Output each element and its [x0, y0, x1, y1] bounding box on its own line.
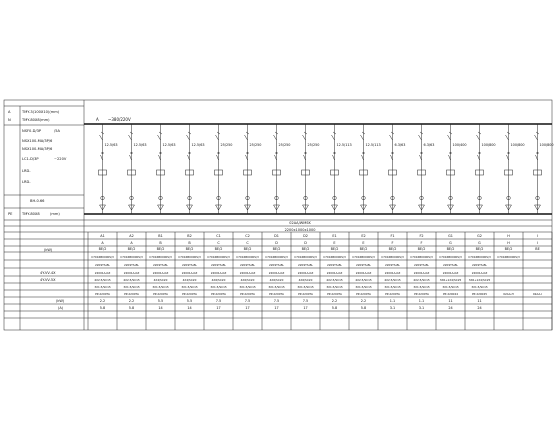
feeder-ctrl-code: C7016B0000S/3 — [265, 255, 288, 259]
feeder-current-a: 14 — [158, 306, 163, 310]
feeder-tag: PP-220024 — [443, 292, 458, 296]
feeder-power-kw: 5.5 — [157, 299, 164, 303]
feeder-ctrl-code: C7016B0000S/3 — [439, 255, 462, 259]
rated-kw-label: (kW) — [44, 248, 53, 252]
breaker-rating: 25/250 — [307, 143, 320, 147]
feeder-tag: PP-220025 — [472, 292, 487, 296]
breaker-rating: 12.5/63 — [162, 143, 176, 147]
feeder-phase: D — [275, 241, 278, 245]
feeder-cable: 4X4/SC20 — [182, 278, 197, 282]
feeder-phase: C — [246, 241, 249, 245]
feeder-cable-2: 3X1.5/SC15 — [297, 285, 314, 289]
feeder-code-2: 2209TS-BL — [298, 263, 313, 267]
feeder-cable: 4X6/SC20 — [211, 278, 226, 282]
contactor-switch — [391, 155, 393, 160]
feeder-code-2: 2209TS-BL — [240, 263, 255, 267]
feeder-id: F1 — [390, 234, 395, 238]
breaker-rating: 12.5/63 — [191, 143, 205, 147]
feeder-current-a: 5.8 — [128, 306, 135, 310]
feeder-power-kw: 1.1 — [389, 299, 396, 303]
pe-unit-label: (mm) — [50, 212, 60, 216]
feeder-code-3: 22001A-KZ — [268, 271, 285, 275]
contactor-switch — [478, 155, 480, 160]
feeder-phase: F — [391, 241, 394, 245]
feeder-cable: 4X2.5/SC15 — [355, 278, 372, 282]
feeder-phase: A — [130, 241, 133, 245]
feeder-cable: 4X6/SC20 — [269, 278, 284, 282]
feeder-cable: 3X6+1X4/SC25 — [439, 278, 462, 282]
feeder-phase: G — [478, 241, 481, 245]
feeder-ratio: BE/2 — [359, 247, 368, 251]
feeder-current-a: 24 — [477, 306, 482, 310]
feeder-ratio: BE — [535, 247, 540, 251]
feeder-cable-2: 3X1.5/SC15 — [355, 285, 372, 289]
feeder-ratio: BE/2 — [127, 247, 136, 251]
feeder-current-a: 3.1 — [389, 306, 396, 310]
feeder-phase: A — [101, 241, 104, 245]
breaker-rating: 100/800 — [481, 143, 496, 147]
feeder-ctrl-code: C7016B0000S/3 — [323, 255, 346, 259]
panel-number: 02AA/WMSK — [289, 221, 311, 225]
feeder-code-2: 2209TS-BL — [472, 263, 487, 267]
feeder-ctrl-code: C7016B0000S/3 — [149, 255, 172, 259]
feeder-tag: PP-2200TA — [124, 292, 139, 296]
feeder-cable-2: 3X1.5/SC15 — [94, 285, 111, 289]
feeder-tag: PP-2200TA — [211, 292, 226, 296]
feeder-id: C2 — [245, 234, 250, 238]
feeder-ctrl-code: C7016B0000S/3 — [178, 255, 201, 259]
feeder-ratio: BE/2 — [388, 247, 397, 251]
feeder-cable-2: 3X1.5/SC15 — [442, 285, 459, 289]
breaker-switch — [506, 135, 509, 140]
feeder-ratio: BE/2 — [301, 247, 310, 251]
busbar-phase-label: A — [96, 117, 99, 122]
protect-1-label: NSF0-D/3P — [22, 129, 42, 133]
feeder-id: D1 — [274, 234, 279, 238]
feeder-ratio: BE/2 — [243, 247, 252, 251]
feeder-power-kw: 2.2 — [331, 299, 338, 303]
feeder-cable-2: 3X1.5/SC15 — [326, 285, 343, 289]
feeder-ratio: BE/2 — [475, 247, 484, 251]
feeder-power-kw: 11 — [477, 299, 482, 303]
feeder-id: H — [507, 234, 510, 238]
feeder-cable-2: 3X1.5/SC15 — [123, 285, 140, 289]
feeder-cable: 4X2.5/SC15 — [94, 278, 111, 282]
ct-label: BH-0.66 — [30, 199, 45, 203]
feeder-phase: G — [449, 241, 452, 245]
feeder-ctrl-code: C7016B0000S/3 — [381, 255, 404, 259]
panel-dimensions: 2200x1000x1000 — [284, 228, 316, 232]
feeder-tag: PP-2200TA — [269, 292, 284, 296]
contactor-switch — [101, 155, 103, 160]
feeder-code-3: 22001A-KZ — [413, 271, 430, 275]
breaker-switch — [332, 135, 335, 140]
feeder-id: A2 — [129, 234, 134, 238]
breaker-switch — [477, 135, 480, 140]
feeder-cable-2: 3X1.5/SC15 — [384, 285, 401, 289]
feeder-tag: PP-2200TA — [356, 292, 371, 296]
breaker-rating: 100/800 — [510, 143, 525, 147]
feeder-ctrl-code: C7016B0000S/3 — [497, 255, 520, 259]
protect-4-label: LC1-D/3P — [22, 157, 39, 161]
feeder-code-3: 22001A-KZ — [442, 271, 459, 275]
feeder-code-2: 2209TS-BL — [327, 263, 342, 267]
contactor-switch — [507, 155, 509, 160]
feeder-code-3: 22001A-KZ — [210, 271, 227, 275]
breaker-switch — [187, 135, 190, 140]
feeder-cable: 4X2.5/SC15 — [123, 278, 140, 282]
feeder-ratio: BE/2 — [417, 247, 426, 251]
breaker-switch — [158, 135, 161, 140]
busbar-a-code: A — [8, 110, 11, 114]
breaker-rating: 6.3/63 — [394, 143, 406, 147]
feeder-power-kw: 7.5 — [244, 299, 251, 303]
feeder-phase: B — [159, 241, 162, 245]
contactor-switch — [536, 155, 538, 160]
contactor-switch — [217, 155, 219, 160]
feeder-current-a: 17 — [274, 306, 279, 310]
breaker-switch — [274, 135, 277, 140]
feeder-id: G2 — [477, 234, 482, 238]
feeder-tag: PP-2200TA — [327, 292, 342, 296]
cable-b-label: 4Y-VV-5X — [40, 278, 56, 282]
feeder-current-a: 17 — [216, 306, 221, 310]
contactor-switch — [362, 155, 364, 160]
feeder-tag: PP-2200TA — [298, 292, 313, 296]
feeder-cable-2: 3X1.5/SC15 — [268, 285, 285, 289]
breaker-rating: 12.5/63 — [133, 143, 147, 147]
contactor-switch — [275, 155, 277, 160]
feeder-tag: PP-2200TA — [153, 292, 168, 296]
feeder-code-2: 2209TS-BL — [153, 263, 168, 267]
feeder-code-3: 22001A-KZ — [297, 271, 314, 275]
breaker-rating: 25/250 — [220, 143, 233, 147]
feeder-cable: 4X4/SC20 — [153, 278, 168, 282]
feeder-ratio: BE/2 — [330, 247, 339, 251]
feeder-ctrl-code: C7016B0000S/3 — [120, 255, 143, 259]
feeder-id: D2 — [303, 234, 308, 238]
feeder-id: C1 — [216, 234, 221, 238]
feeder-ratio: BE/2 — [156, 247, 165, 251]
breaker-rating: 6.3/63 — [423, 143, 435, 147]
feeder-ctrl-code: C7016B0000S/3 — [468, 255, 491, 259]
feeder-code-2: 2209TS-BL — [124, 263, 139, 267]
protect-3-label: NSX100-MA/3P/6 — [22, 147, 53, 151]
breaker-rating: 25/250 — [278, 143, 291, 147]
feeder-code-3: 22001A-KZ — [326, 271, 343, 275]
feeder-ratio: BE/2 — [446, 247, 455, 251]
feeder-ctrl-code: C7016B0000S/3 — [91, 255, 114, 259]
protect-1b-label: /5A — [54, 129, 60, 133]
feeder-code-2: 2209TS-BL — [182, 263, 197, 267]
feeder-current-a: 5.8 — [99, 306, 106, 310]
feeder-id: A1 — [100, 234, 105, 238]
contactor-switch — [420, 155, 422, 160]
breaker-rating: 100/800 — [539, 143, 554, 147]
feeder-ctrl-code: C7016B0000S/3 — [352, 255, 375, 259]
feeder-cable-2: 3X1.5/SC15 — [152, 285, 169, 289]
breaker-switch — [419, 135, 422, 140]
pe-bar-label: TMY-80X8 — [22, 212, 40, 216]
feeder-cable: 4X6/SC20 — [298, 278, 313, 282]
protect-5-label: LRD- — [22, 169, 31, 173]
feeder-power-kw: 1.1 — [418, 299, 425, 303]
feeder-current-a: 3.1 — [418, 306, 425, 310]
feeder-code-3: 22001A-KZ — [471, 271, 488, 275]
feeder-phase: B — [188, 241, 191, 245]
breaker-switch — [129, 135, 132, 140]
breaker-rating: 12.5/63 — [104, 143, 118, 147]
feeder-id: B1 — [158, 234, 163, 238]
feeder-cable: 4X6/SC20 — [240, 278, 255, 282]
busbar-n-code: N — [8, 118, 11, 122]
feeder-current-a: 5.8 — [360, 306, 367, 310]
protect-6-label: LRD- — [22, 180, 31, 184]
feeder-code-2: 2209TS-BL — [356, 263, 371, 267]
feeder-power-kw: 5.5 — [186, 299, 193, 303]
protect-4b-label: ~220V — [54, 157, 67, 161]
feeder-ctrl-code: C7016B0000S/3 — [410, 255, 433, 259]
feeder-phase: D — [304, 241, 307, 245]
feeder-code-2: 2209TS-BL — [95, 263, 110, 267]
feeder-code-3: 22001A-KZ — [152, 271, 169, 275]
feeder-current-a: 17 — [245, 306, 250, 310]
feeder-ratio: BE/2 — [504, 247, 513, 251]
feeder-code-3: 22001A-KZ — [181, 271, 198, 275]
contactor-switch — [188, 155, 190, 160]
feeder-id: F2 — [419, 234, 424, 238]
breaker-switch — [535, 135, 538, 140]
feeder-code-2: 2209TS-BL — [414, 263, 429, 267]
feeder-code-2: 2209TS-BL — [385, 263, 400, 267]
breaker-switch — [361, 135, 364, 140]
feeder-code-2: 2209TS-BL — [269, 263, 284, 267]
feeder-power-kw: 7.5 — [302, 299, 309, 303]
breaker-rating: 12.5/113 — [336, 143, 352, 147]
feeder-power-kw: 2.2 — [360, 299, 367, 303]
feeder-cable: 4X2.5/SC15 — [384, 278, 401, 282]
feeder-circuits — [88, 124, 554, 330]
feeder-tag: 02AA-H — [503, 292, 514, 296]
cable-a-label: 4Y-VV-4X — [40, 271, 56, 275]
feeder-id: E1 — [332, 234, 337, 238]
feeder-cable-2: 3X1.5/SC15 — [239, 285, 256, 289]
feeder-code-3: 22001A-KZ — [384, 271, 401, 275]
breaker-switch — [390, 135, 393, 140]
feeder-ratio: BE/2 — [214, 247, 223, 251]
feeder-ratio: BE/2 — [185, 247, 194, 251]
contactor-switch — [449, 155, 451, 160]
feeder-ctrl-code: C7016B0000S/3 — [207, 255, 230, 259]
feeder-power-kw: 11 — [448, 299, 453, 303]
feeder-ratio: BE/2 — [272, 247, 281, 251]
feeder-current-a: 24 — [448, 306, 453, 310]
feeder-code-3: 22001A-KZ — [123, 271, 140, 275]
feeder-tag: 02AA-I — [532, 292, 543, 296]
feeder-ratio: BE/2 — [98, 247, 107, 251]
feeder-code-3: 22001A-KZ — [355, 271, 372, 275]
breaker-switch — [245, 135, 248, 140]
feeder-tag: PP-2200TA — [414, 292, 429, 296]
feeder-code-3: 22001A-KZ — [94, 271, 111, 275]
feeder-phase: C — [217, 241, 220, 245]
breaker-rating: 25/250 — [249, 143, 262, 147]
busbar-n-label: TMY-80X8(mm) — [22, 118, 50, 122]
breaker-rating: 100/400 — [452, 143, 467, 147]
contactor-switch — [159, 155, 161, 160]
feeder-current-a: 14 — [187, 306, 192, 310]
protect-2-label: NSX100-MA/3P/6 — [22, 139, 53, 143]
feeder-power-kw: 7.5 — [215, 299, 222, 303]
feeder-current-a: 5.8 — [331, 306, 338, 310]
feeder-id: I — [537, 234, 538, 238]
feeder-cable-2: 3X1.5/SC15 — [210, 285, 227, 289]
breaker-switch — [448, 135, 451, 140]
feeder-code-3: 22001A-KZ — [239, 271, 256, 275]
feeder-cable-2: 3X1.5/SC15 — [181, 285, 198, 289]
feeder-power-kw: 7.5 — [273, 299, 280, 303]
feeder-cable: 4X2.5/SC15 — [413, 278, 430, 282]
feeder-phase: H — [507, 241, 510, 245]
left-label-column — [8, 110, 67, 216]
ctrl-a-unit: (A) — [58, 306, 64, 310]
feeder-phase: E — [333, 241, 336, 245]
contactor-switch — [130, 155, 132, 160]
feeder-code-2: 2209TS-BL — [443, 263, 458, 267]
feeder-power-kw: 2.2 — [128, 299, 135, 303]
feeder-phase: E — [362, 241, 365, 245]
pe-code: PE — [8, 212, 13, 216]
contactor-switch — [304, 155, 306, 160]
breaker-switch — [303, 135, 306, 140]
feeder-ctrl-code: C7016B0000S/3 — [294, 255, 317, 259]
feeder-phase: F — [420, 241, 423, 245]
feeder-cable: 4X2.5/SC15 — [326, 278, 343, 282]
feeder-id: E2 — [361, 234, 366, 238]
breaker-switch — [100, 135, 103, 140]
feeder-id: G1 — [448, 234, 453, 238]
breaker-switch — [216, 135, 219, 140]
feeder-tag: PP-2200TA — [385, 292, 400, 296]
feeder-cable: 3X6+1X4/SC25 — [468, 278, 491, 282]
feeder-cable-2: 3X1.5/SC15 — [471, 285, 488, 289]
feeder-tag: PP-2200TA — [182, 292, 197, 296]
busbar-a-label: TMY-3(100X10)(mm) — [22, 110, 60, 114]
feeder-phase: I — [537, 241, 538, 245]
ctrl-kw-unit: (kW) — [56, 299, 65, 303]
breaker-rating: 12.5/113 — [365, 143, 381, 147]
contactor-switch — [333, 155, 335, 160]
contactor-switch — [246, 155, 248, 160]
feeder-tag: PP-2200TA — [240, 292, 255, 296]
feeder-cable-2: 3X1.5/SC15 — [413, 285, 430, 289]
supply-voltage-label: ~380/220V — [108, 117, 131, 122]
feeder-tag: PP-2200TA — [95, 292, 110, 296]
feeder-current-a: 17 — [303, 306, 308, 310]
feeder-code-2: 2209TS-BL — [211, 263, 226, 267]
feeder-id: B2 — [187, 234, 192, 238]
feeder-power-kw: 2.2 — [99, 299, 106, 303]
feeder-ctrl-code: C7016B0000S/3 — [236, 255, 259, 259]
